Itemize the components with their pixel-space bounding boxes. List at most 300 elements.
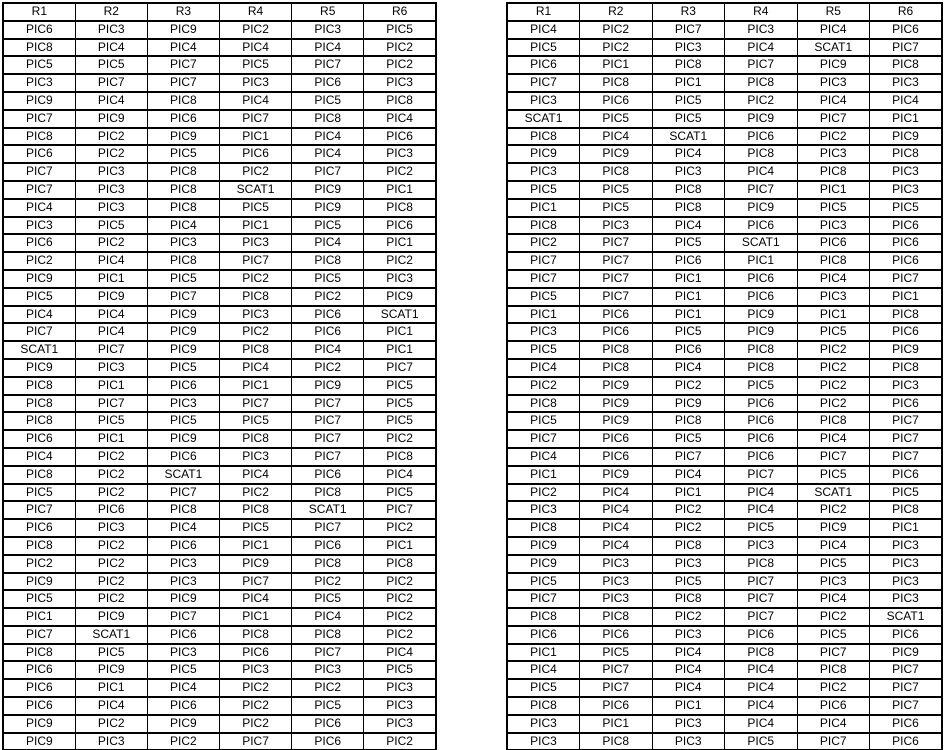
table-cell: PIC4 (580, 501, 653, 519)
table-cell: PIC7 (580, 679, 653, 697)
table-cell: PIC8 (797, 661, 870, 679)
table-row (3, 430, 436, 448)
table-cell: PIC1 (219, 128, 291, 146)
table-cell: PIC7 (580, 252, 653, 270)
table-cell: PIC7 (75, 74, 147, 92)
table-cell: PIC7 (870, 448, 943, 466)
table-cell: PIC4 (725, 39, 798, 57)
table-cell: PIC2 (364, 252, 436, 270)
table-cell: PIC7 (219, 573, 291, 591)
table-cell: PIC5 (507, 341, 580, 359)
table-row (507, 555, 942, 573)
table-cell: PIC4 (580, 537, 653, 555)
table-cell: PIC1 (507, 199, 580, 217)
table-row (3, 395, 436, 413)
table-row (3, 484, 436, 502)
table-cell: PIC7 (507, 252, 580, 270)
table-cell: PIC8 (870, 145, 943, 163)
table-cell: PIC6 (507, 56, 580, 74)
table-cell: PIC1 (870, 519, 943, 537)
table-cell: PIC8 (580, 733, 653, 750)
table-cell: PIC9 (507, 145, 580, 163)
table-cell: PIC5 (580, 181, 653, 199)
table-cell: PIC6 (725, 288, 798, 306)
table-cell: PIC3 (364, 270, 436, 288)
table-cell: PIC2 (3, 555, 75, 573)
column-header: R2 (580, 3, 653, 21)
table-cell: PIC8 (870, 359, 943, 377)
table-cell: PIC9 (797, 56, 870, 74)
table-cell: PIC6 (3, 661, 75, 679)
table-cell: PIC9 (652, 395, 725, 413)
table-cell: PIC7 (580, 270, 653, 288)
table-cell: PIC9 (75, 110, 147, 128)
table-cell: PIC3 (364, 715, 436, 733)
table-cell: PIC8 (580, 341, 653, 359)
table-cell: SCAT1 (797, 39, 870, 57)
table-cell: PIC1 (219, 377, 291, 395)
table-cell: PIC6 (725, 217, 798, 235)
table-row (3, 21, 436, 39)
table-cell: PIC2 (147, 733, 219, 750)
table-cell: PIC4 (725, 501, 798, 519)
table-cell: PIC2 (75, 145, 147, 163)
table-cell: PIC8 (364, 199, 436, 217)
table-cell: PIC8 (3, 466, 75, 484)
table-cell: PIC6 (292, 715, 364, 733)
table-cell: PIC5 (364, 21, 436, 39)
table-cell: PIC9 (147, 323, 219, 341)
table-cell: PIC5 (75, 412, 147, 430)
table-cell: PIC4 (797, 430, 870, 448)
table-row (507, 92, 942, 110)
table-cell: PIC7 (652, 448, 725, 466)
table-cell: PIC6 (870, 234, 943, 252)
table-row (507, 163, 942, 181)
table-cell: PIC5 (797, 626, 870, 644)
table-cell: PIC1 (652, 484, 725, 502)
table-row (507, 608, 942, 626)
table-row (507, 252, 942, 270)
table-cell: PIC8 (3, 644, 75, 662)
table-cell: PIC3 (870, 537, 943, 555)
table-cell: PIC4 (75, 252, 147, 270)
table-cell: PIC2 (219, 323, 291, 341)
table-cell: PIC8 (147, 163, 219, 181)
table-cell: PIC3 (652, 555, 725, 573)
table-cell: PIC4 (292, 608, 364, 626)
table-cell: PIC3 (507, 92, 580, 110)
table-row (507, 39, 942, 57)
table-cell: PIC5 (364, 484, 436, 502)
table-cell: PIC8 (580, 163, 653, 181)
table-cell: SCAT1 (725, 234, 798, 252)
table-cell: PIC4 (652, 644, 725, 662)
table-cell: PIC6 (3, 519, 75, 537)
table-cell: PIC3 (507, 323, 580, 341)
table-cell: PIC8 (580, 74, 653, 92)
table-cell: PIC6 (725, 448, 798, 466)
table-cell: PIC4 (870, 92, 943, 110)
table-cell: PIC8 (652, 181, 725, 199)
table-cell: PIC6 (580, 448, 653, 466)
table-cell: PIC4 (725, 715, 798, 733)
table-cell: PIC1 (3, 608, 75, 626)
table-cell: PIC2 (75, 466, 147, 484)
table-row (3, 288, 436, 306)
table-cell: PIC5 (364, 395, 436, 413)
table-cell: PIC3 (507, 501, 580, 519)
table-cell: PIC3 (75, 181, 147, 199)
table-cell: PIC4 (292, 234, 364, 252)
table-cell: PIC5 (219, 412, 291, 430)
table-cell: SCAT1 (797, 484, 870, 502)
table-cell: PIC9 (292, 199, 364, 217)
table-cell: PIC6 (870, 733, 943, 750)
table-cell: PIC5 (870, 199, 943, 217)
table-cell: PIC6 (292, 74, 364, 92)
table-cell: PIC5 (3, 288, 75, 306)
table-cell: PIC8 (147, 252, 219, 270)
table-cell: PIC4 (507, 359, 580, 377)
table-cell: PIC8 (147, 92, 219, 110)
table-cell: PIC8 (725, 341, 798, 359)
table-row (507, 217, 942, 235)
table-cell: PIC2 (292, 679, 364, 697)
table-cell: PIC4 (75, 306, 147, 324)
table-cell: PIC2 (219, 21, 291, 39)
table-row (507, 715, 942, 733)
table-row (507, 519, 942, 537)
table-cell: PIC5 (797, 199, 870, 217)
table-cell: PIC5 (507, 412, 580, 430)
table-cell: PIC9 (507, 555, 580, 573)
column-header: R5 (797, 3, 870, 21)
table-row (3, 715, 436, 733)
table-cell: PIC6 (147, 697, 219, 715)
table-row (507, 466, 942, 484)
table-cell: PIC1 (507, 644, 580, 662)
table-cell: SCAT1 (219, 181, 291, 199)
table-cell: PIC2 (364, 573, 436, 591)
table-cell: PIC8 (219, 501, 291, 519)
table-cell: PIC9 (725, 323, 798, 341)
table-cell: PIC6 (3, 430, 75, 448)
table-cell: PIC4 (797, 537, 870, 555)
table-cell: PIC3 (3, 217, 75, 235)
table-cell: PIC9 (147, 306, 219, 324)
table-cell: PIC2 (75, 484, 147, 502)
table-cell: PIC2 (652, 501, 725, 519)
table-cell: PIC6 (870, 252, 943, 270)
table-cell: PIC8 (292, 252, 364, 270)
table-cell: PIC9 (219, 555, 291, 573)
table-cell: PIC8 (870, 56, 943, 74)
table-cell: PIC4 (507, 448, 580, 466)
table-cell: PIC7 (364, 359, 436, 377)
table-cell: PIC8 (580, 359, 653, 377)
table-row (3, 733, 436, 750)
table-cell: PIC5 (725, 733, 798, 750)
table-cell: PIC3 (75, 199, 147, 217)
table-cell: PIC5 (364, 661, 436, 679)
table-cell: PIC3 (147, 395, 219, 413)
table-cell: PIC6 (870, 21, 943, 39)
table-cell: PIC7 (147, 484, 219, 502)
table-cell: PIC5 (75, 644, 147, 662)
table-cell: PIC3 (870, 573, 943, 591)
table-cell: PIC1 (75, 270, 147, 288)
table-cell: PIC7 (292, 412, 364, 430)
table-cell: PIC1 (507, 466, 580, 484)
table-cell: PIC2 (364, 733, 436, 750)
table-cell: PIC1 (652, 270, 725, 288)
table-cell: PIC5 (147, 270, 219, 288)
table-cell: PIC7 (870, 661, 943, 679)
table-cell: PIC4 (725, 484, 798, 502)
table-row (3, 92, 436, 110)
table-row (507, 56, 942, 74)
table-cell: PIC5 (364, 377, 436, 395)
table-row (507, 448, 942, 466)
table-cell: PIC1 (364, 234, 436, 252)
table-cell: PIC2 (75, 555, 147, 573)
table-cell: PIC4 (147, 519, 219, 537)
table-cell: PIC6 (580, 697, 653, 715)
table-cell: PIC7 (507, 430, 580, 448)
table-cell: PIC5 (652, 573, 725, 591)
table-row (507, 573, 942, 591)
table-cell: PIC3 (364, 697, 436, 715)
table-cell: PIC8 (797, 412, 870, 430)
table-cell: PIC9 (147, 128, 219, 146)
table-cell: PIC1 (364, 537, 436, 555)
right-table (506, 2, 943, 750)
table-cell: PIC7 (147, 608, 219, 626)
table-cell: PIC8 (725, 555, 798, 573)
table-cell: PIC6 (580, 323, 653, 341)
table-cell: PIC6 (147, 448, 219, 466)
table-cell: PIC2 (3, 252, 75, 270)
table-cell: PIC4 (364, 466, 436, 484)
table-cell: PIC4 (292, 128, 364, 146)
header-row (507, 3, 942, 21)
table-cell: PIC3 (364, 145, 436, 163)
table-cell: PIC8 (797, 163, 870, 181)
table-row (3, 199, 436, 217)
table-cell: PIC5 (3, 590, 75, 608)
table-row (507, 679, 942, 697)
table-cell: PIC3 (725, 21, 798, 39)
table-row (3, 679, 436, 697)
table-cell: PIC3 (147, 555, 219, 573)
table-cell: PIC8 (147, 181, 219, 199)
table-cell: PIC8 (3, 395, 75, 413)
table-cell: PIC3 (797, 573, 870, 591)
table-cell: PIC5 (797, 555, 870, 573)
table-cell: PIC6 (3, 145, 75, 163)
table-cell: PIC6 (725, 395, 798, 413)
table-cell: PIC8 (3, 128, 75, 146)
table-cell: PIC3 (870, 181, 943, 199)
table-cell: PIC5 (219, 199, 291, 217)
table-row (3, 501, 436, 519)
table-cell: PIC3 (797, 74, 870, 92)
table-cell: PIC8 (147, 199, 219, 217)
table-cell: PIC9 (3, 733, 75, 750)
table-cell: PIC3 (75, 359, 147, 377)
table-cell: PIC8 (507, 128, 580, 146)
table-cell: PIC6 (580, 430, 653, 448)
table-cell: PIC3 (219, 234, 291, 252)
table-row (507, 110, 942, 128)
table-row (507, 501, 942, 519)
table-cell: PIC5 (580, 110, 653, 128)
table-row (507, 341, 942, 359)
table-cell: PIC1 (652, 288, 725, 306)
table-cell: PIC5 (3, 56, 75, 74)
table-cell: PIC8 (507, 608, 580, 626)
table-cell: PIC4 (147, 679, 219, 697)
table-cell: PIC3 (507, 163, 580, 181)
table-cell: PIC3 (652, 163, 725, 181)
table-cell: PIC4 (3, 448, 75, 466)
table-cell: PIC4 (292, 39, 364, 57)
table-cell: PIC7 (870, 270, 943, 288)
table-cell: PIC6 (3, 234, 75, 252)
table-row (3, 661, 436, 679)
table-cell: PIC6 (3, 679, 75, 697)
table-cell: PIC8 (364, 555, 436, 573)
table-cell: PIC3 (580, 573, 653, 591)
table-row (3, 466, 436, 484)
table-cell: PIC6 (652, 341, 725, 359)
table-row (3, 519, 436, 537)
table-cell: PIC2 (292, 359, 364, 377)
table-cell: SCAT1 (364, 306, 436, 324)
table-cell: PIC3 (797, 145, 870, 163)
table-cell: PIC7 (725, 573, 798, 591)
table-cell: PIC9 (292, 181, 364, 199)
table-cell: PIC4 (3, 306, 75, 324)
table-cell: PIC2 (75, 234, 147, 252)
table-cell: PIC7 (3, 163, 75, 181)
table-row (3, 163, 436, 181)
table-cell: PIC3 (364, 679, 436, 697)
table-cell: PIC2 (507, 234, 580, 252)
table-cell: SCAT1 (292, 501, 364, 519)
table-cell: PIC9 (364, 288, 436, 306)
table-cell: PIC7 (147, 288, 219, 306)
table-cell: PIC3 (147, 234, 219, 252)
table-cell: PIC7 (364, 501, 436, 519)
table-cell: PIC3 (652, 715, 725, 733)
table-cell: PIC6 (870, 217, 943, 235)
table-cell: PIC2 (75, 573, 147, 591)
table-cell: PIC4 (652, 217, 725, 235)
table-cell: PIC9 (580, 145, 653, 163)
table-cell: PIC7 (3, 626, 75, 644)
table-cell: PIC8 (725, 644, 798, 662)
table-cell: PIC4 (725, 661, 798, 679)
table-cell: PIC7 (725, 181, 798, 199)
table-cell: PIC5 (507, 181, 580, 199)
table-cell: PIC2 (75, 590, 147, 608)
table-cell: PIC6 (507, 626, 580, 644)
table-cell: PIC5 (292, 270, 364, 288)
table-cell: PIC1 (219, 608, 291, 626)
table-cell: PIC2 (797, 608, 870, 626)
table-row (507, 644, 942, 662)
column-header: R6 (870, 3, 943, 21)
table-cell: PIC6 (3, 21, 75, 39)
table-row (3, 56, 436, 74)
table-cell: PIC2 (364, 608, 436, 626)
table-cell: PIC7 (75, 341, 147, 359)
table-cell: PIC1 (652, 697, 725, 715)
table-cell: PIC6 (3, 697, 75, 715)
table-row (507, 430, 942, 448)
table-cell: PIC9 (292, 377, 364, 395)
table-cell: PIC9 (147, 590, 219, 608)
table-cell: PIC2 (652, 608, 725, 626)
table-cell: PIC3 (75, 519, 147, 537)
table-row (3, 234, 436, 252)
table-cell: PIC8 (652, 537, 725, 555)
table-cell: PIC2 (364, 163, 436, 181)
table-cell: PIC2 (219, 697, 291, 715)
table-cell: SCAT1 (870, 608, 943, 626)
table-cell: PIC3 (147, 573, 219, 591)
table-cell: PIC5 (147, 359, 219, 377)
table-row (3, 573, 436, 591)
table-cell: PIC5 (507, 288, 580, 306)
table-cell: PIC2 (580, 21, 653, 39)
table-cell: PIC9 (870, 644, 943, 662)
table-cell: PIC2 (364, 56, 436, 74)
table-cell: PIC8 (652, 590, 725, 608)
table-cell: PIC3 (219, 448, 291, 466)
table-cell: PIC1 (75, 377, 147, 395)
table-row (507, 626, 942, 644)
header-row (3, 3, 436, 21)
table-cell: PIC6 (797, 234, 870, 252)
table-cell: PIC8 (147, 501, 219, 519)
table-cell: PIC7 (725, 56, 798, 74)
table-cell: PIC8 (292, 555, 364, 573)
table-cell: PIC9 (725, 306, 798, 324)
table-cell: PIC6 (364, 128, 436, 146)
table-cell: PIC1 (364, 341, 436, 359)
table-row (507, 484, 942, 502)
table-row (3, 270, 436, 288)
table-cell: PIC4 (147, 217, 219, 235)
table-cell: PIC2 (364, 430, 436, 448)
table-cell: PIC4 (292, 341, 364, 359)
table-cell: PIC1 (652, 74, 725, 92)
column-header: R6 (364, 3, 436, 21)
table-cell: PIC1 (75, 430, 147, 448)
table-row (507, 181, 942, 199)
table-cell: PIC7 (147, 74, 219, 92)
table-row (507, 537, 942, 555)
table-cell: PIC4 (219, 590, 291, 608)
table-cell: PIC4 (507, 21, 580, 39)
table-cell: PIC7 (870, 39, 943, 57)
table-row (507, 697, 942, 715)
table-row (507, 590, 942, 608)
table-cell: PIC7 (870, 679, 943, 697)
